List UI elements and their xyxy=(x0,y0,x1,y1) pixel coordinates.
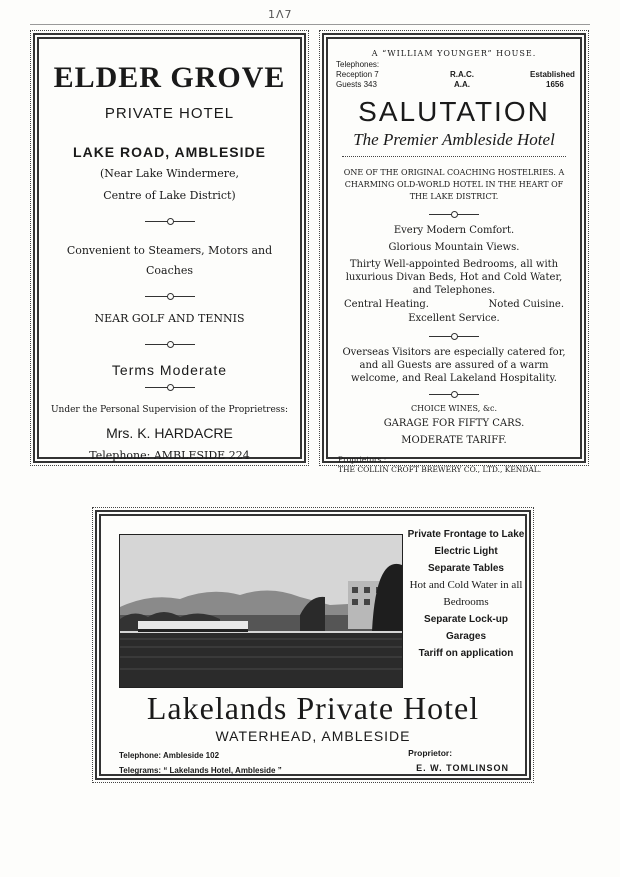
salutation-bedrooms: Thirty Well-appointed Bedrooms, all with luxurious Divan Beds, Hot and Cold Water, and Telephones. xyxy=(345,259,563,296)
salutation-garage: GARAGE FOR FIFTY CARS. xyxy=(383,418,525,429)
ornament-divider xyxy=(429,333,479,340)
lakelands-features xyxy=(406,526,526,662)
top-rule xyxy=(30,24,590,25)
ornament-divider xyxy=(145,384,195,391)
page-number-mark: 1Λ7 xyxy=(268,8,293,21)
salutation-advert xyxy=(322,33,586,474)
lake-hotel-photo xyxy=(119,534,403,688)
lake-scene-image xyxy=(120,535,402,687)
salutation-comfort: Every Modern Comfort. xyxy=(393,225,515,236)
elder-grove-proprietress: Mrs. K. HARDACRE xyxy=(106,425,233,441)
salutation-contact-grid xyxy=(336,60,575,94)
lakelands-contacts xyxy=(119,748,282,778)
elder-grove-near-line-2: Centre of Lake District) xyxy=(103,189,236,202)
elder-grove-terms: Terms Moderate xyxy=(111,362,228,378)
salutation-views: Glorious Mountain Views. xyxy=(388,242,520,253)
elder-grove-near-line-1: (Near Lake Windermere, xyxy=(99,167,239,180)
reception-number: Reception 7 xyxy=(336,70,379,79)
rac-badge: R.A.C. xyxy=(450,70,474,79)
elder-grove-title: ELDER GROVE xyxy=(53,61,286,94)
salutation-overseas: Overseas Visitors are especially catered for, and all Guests are assured of a warm welcome, and Real Lakeland Hospitality. xyxy=(342,347,566,384)
salutation-cuisine: Noted Cuisine. xyxy=(488,299,564,310)
lakelands-telephone: Telephone: Ambleside 102 xyxy=(119,751,220,760)
lakelands-location: WATERHEAD, AMBLESIDE xyxy=(215,728,411,744)
dotted-rule xyxy=(342,156,566,157)
feature-garages: Separate Lock-up Garages xyxy=(424,614,508,642)
elder-grove-golf: NEAR GOLF AND TENNIS xyxy=(94,312,245,325)
feature-tables: Separate Tables xyxy=(428,563,504,574)
feature-water: Hot and Cold Water in all Bedrooms xyxy=(409,579,523,608)
ornament-divider xyxy=(145,293,195,300)
salutation-title: SALUTATION xyxy=(358,96,550,127)
elder-grove-supervision: Under the Personal Supervision of the Proprietress: xyxy=(50,405,289,415)
proprietors-name: THE COLLIN CROFT BREWERY CO., LTD., KENDAL. xyxy=(338,465,542,474)
proprietors-label: Proprietors : xyxy=(338,455,387,464)
elder-grove-address: LAKE ROAD, AMBLESIDE xyxy=(73,144,266,160)
feature-electric: Electric Light xyxy=(434,546,498,557)
guests-number: Guests 343 xyxy=(336,80,377,89)
proprietor-label: Proprietor: xyxy=(408,748,453,758)
salutation-service: Excellent Service. xyxy=(408,313,500,324)
elder-grove-advert xyxy=(33,33,306,463)
ornament-divider xyxy=(145,341,195,348)
salutation-wines: CHOICE WINES, &c. xyxy=(411,404,497,413)
ornament-divider xyxy=(429,211,479,218)
salutation-history: ONE OF THE ORIGINAL COACHING HOSTELRIES. A CHARMING OLD-WORLD HOTEL IN THE HEART OF THE LAKE DISTRICT. xyxy=(343,168,565,201)
feature-frontage: Private Frontage to Lake xyxy=(407,529,525,540)
elder-grove-convenient: Convenient to Steamers, Motors and Coaches xyxy=(66,244,273,277)
ornament-divider xyxy=(429,391,479,398)
ornament-divider xyxy=(145,218,195,225)
aa-badge: A.A. xyxy=(454,80,470,89)
proprietor-name: E. W. TOMLINSON xyxy=(416,763,509,773)
established-year: 1656 xyxy=(546,80,564,89)
salutation-house: A “WILLIAM YOUNGER” HOUSE. xyxy=(371,49,537,58)
salutation-tariff: MODERATE TARIFF. xyxy=(401,435,507,446)
lakelands-telegrams: Telegrams: “ Lakelands Hotel, Ambleside ” xyxy=(119,766,282,775)
salutation-proprietors xyxy=(338,455,570,475)
feature-tariff: Tariff on application xyxy=(418,648,514,659)
salutation-tagline: The Premier Ambleside Hotel xyxy=(353,130,555,149)
lakelands-advert xyxy=(95,510,531,780)
elder-grove-subtitle: PRIVATE HOTEL xyxy=(104,105,235,122)
telephones-label: Telephones: xyxy=(336,60,380,69)
established-label: Established xyxy=(530,70,575,79)
salutation-heating: Central Heating. xyxy=(344,299,429,310)
lakelands-title: Lakelands Private Hotel xyxy=(146,690,480,726)
lakelands-proprietor xyxy=(408,746,509,776)
salutation-amenities-row xyxy=(344,299,564,310)
elder-grove-telephone: Telephone: AMBLESIDE 224 xyxy=(89,449,250,462)
